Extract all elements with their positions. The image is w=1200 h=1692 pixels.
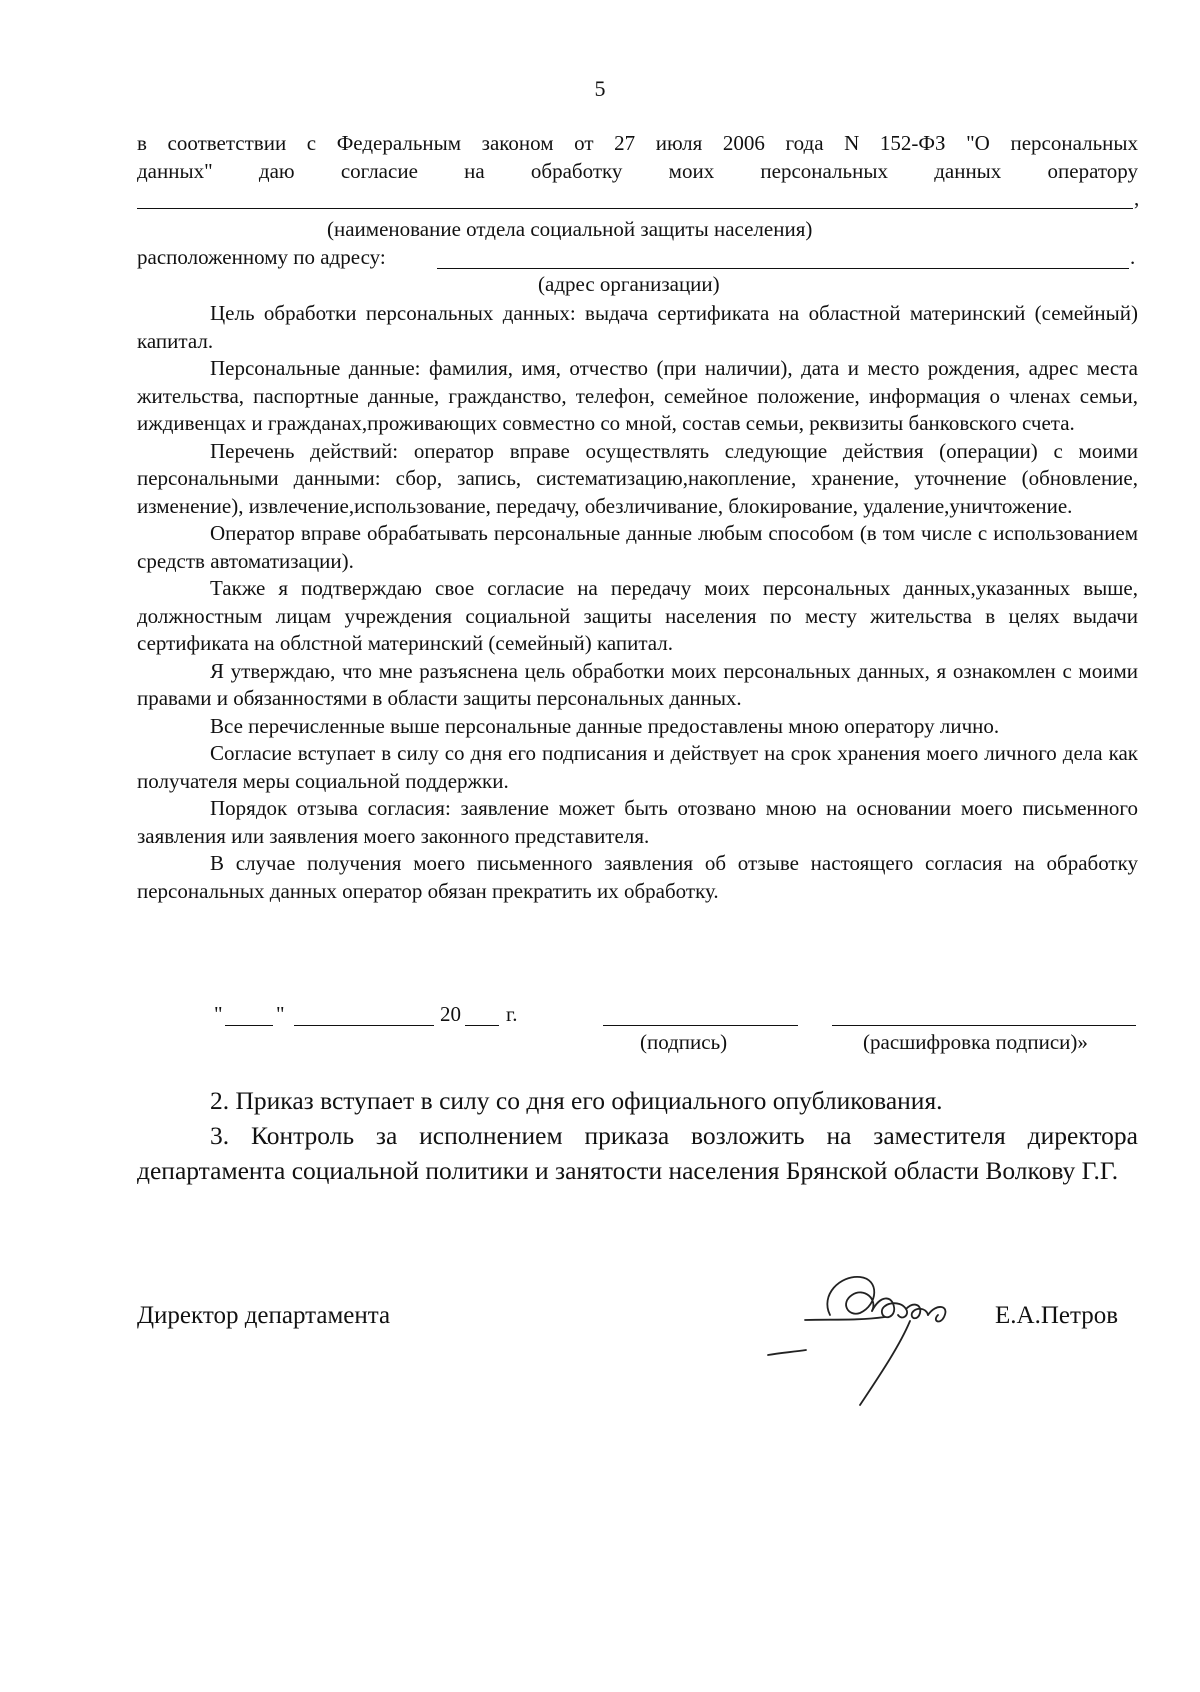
address-label: расположенному по адресу: [137,245,386,269]
signature-blank [603,1025,798,1026]
order-point-3: 3. Контроль за исполнением приказа возложить на заместителя директора департамента социальной политики и занятости населения Брянской области Волкову Г.Г. [137,1121,1138,1185]
paragraph-purpose: Цель обработки персональных данных: выдача сертификата на областной материнский (семейный) капитал. [137,301,1138,353]
director-name: Е.А.Петров [995,1302,1119,1329]
address-blank-line [437,268,1129,269]
date-year-prefix: 20 [440,1002,461,1026]
paragraph-validity: Согласие вступает в силу со дня его подписания и действует на срок хранения моего личного дела как получателя меры социальной поддержки. [137,741,1138,793]
paragraph-revocation-order: Порядок отзыва согласия: заявление может быть отозвано мною на основании моего письменного заявления или заявления моего законного представителя. [137,796,1138,848]
address-end: . [1130,245,1136,269]
date-year-blank [465,1025,499,1026]
signature-decoding-blank [832,1025,1136,1026]
paragraph-processing-method: Оператор вправе обрабатывать персональные данные любым способом (в том числе с использованием средств автоматизации). [137,521,1138,573]
paragraph-transfer-consent: Также я подтверждаю свое согласие на передачу моих персональных данных,указанных выше, должностным лицам учреждения социальной защиты населения по месту жительства в целях выдачи сертификата на облстной материнский (семейный) капитал. [137,576,1138,655]
intro-line-1: в соответствии с Федеральным законом от 27 июля 2006 года N 152-ФЗ "О персональных [137,131,1138,155]
operator-blank-line [137,208,1133,209]
date-quote-open: " [214,1002,223,1026]
intro-line-2: данных" даю согласие на обработку моих персональных данных оператору [137,159,1138,183]
director-position: Директор департамента [137,1302,391,1329]
order-points [137,1083,1138,1188]
paragraph-personal-data: Персональные данные: фамилия, имя, отчество (при наличии), дата и место рождения, адрес места жительства, паспортные данные, гражданство, телефон, семейное положение, информация о членах семьи, иждивенцах и гражданах,проживающих совместно со мной, состав семьи, реквизиты банковского счета. [137,356,1138,435]
handwritten-signature [760,1255,980,1415]
paragraph-confirmation: Я утверждаю, что мне разъяснена цель обработки моих персональных данных, я ознакомлен с моими правами и обязанностями в области защиты персональных данных. [137,658,1138,710]
signature-caption: (подпись) [640,1030,728,1054]
paragraph-revocation-effect: В случае получения моего письменного заявления об отзыве настоящего согласия на обработку персональных данных оператор обязан прекратить их обработку. [137,851,1138,903]
signature-decoding-caption: (расшифровка подписи)» [863,1030,1088,1054]
order-point-2: 2. Приказ вступает в силу со дня его официального опубликования. [210,1086,943,1115]
operator-line-comma: , [1134,186,1140,210]
consent-body [137,300,1138,905]
paragraph-provided-personally: Все перечисленные выше персональные данные предоставлены мною оператору лично. [210,713,1000,738]
date-quote-close: " [276,1002,285,1026]
date-month-blank [294,1025,434,1026]
paragraph-actions: Перечень действий: оператор вправе осуществлять следующие действия (операции) с моими персональными данными: сбор, запись, систематизацию,накопление, хранение, уточнение (обновление, изменение), извлечение,использование, передачу, обезличивание, блокирование, удаление,уничтожение. [137,438,1138,518]
address-caption: (адрес организации) [538,272,720,296]
operator-caption: (наименование отдела социальной защиты населения) [327,217,813,241]
date-day-blank [225,1025,273,1026]
page-number: 5 [594,76,606,101]
date-year-suffix: г. [506,1002,518,1026]
